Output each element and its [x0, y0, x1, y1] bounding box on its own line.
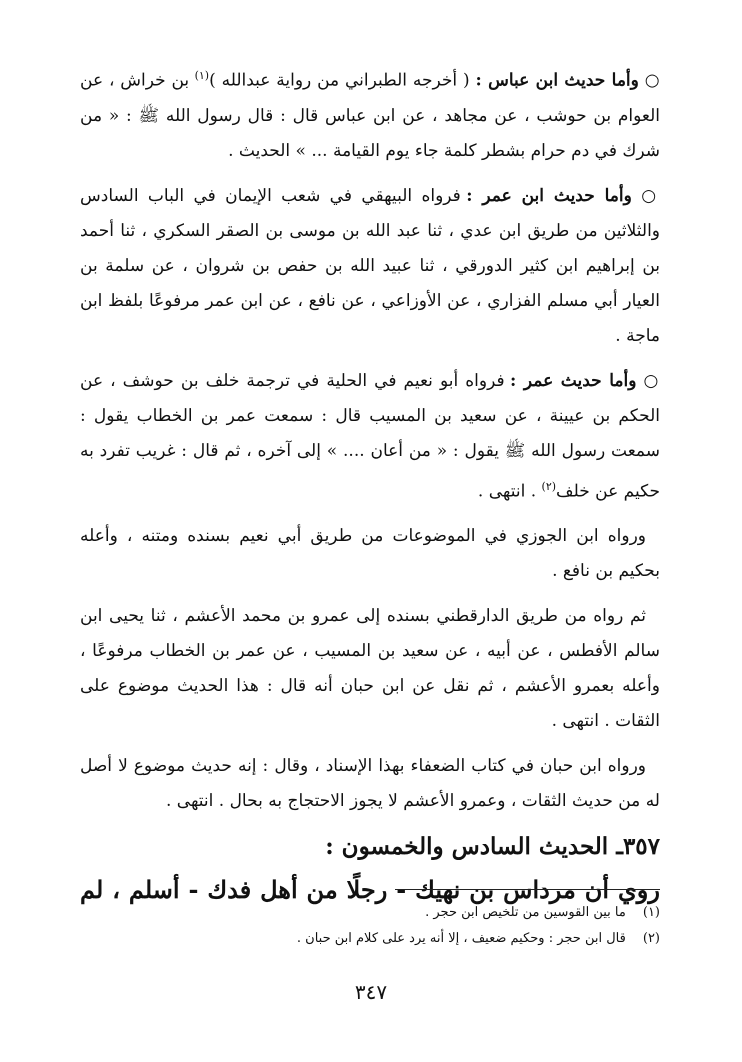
paragraph-lead: وأما حديث ابن عمر : — [466, 185, 632, 206]
footnote-divider — [395, 889, 660, 890]
footnote-ref: (٢) — [541, 479, 557, 493]
paragraph-ibn-jawzi: ورواه ابن الجوزي في الموضوعات من طريق أبي نعيم بسنده ومتنه ، وأعله بحكيم بن نافع . — [80, 526, 660, 582]
footnote-1 — [80, 900, 660, 926]
paragraph-text: فرواه البيهقي في شعب الإيمان في الباب السادس والثلاثين من طريق ابن عدي ، ثنا عبد الله بن موسى بن الصقر السكري ، ثنا أحمد بن إبراهيم ابن كثير الدورقي ، ثنا عبيد الله بن حفص بن شروان ، عن سلمة بن العيار أبي مسلم الفزاري ، عن الأوزاعي ، عن نافع ، عن ابن عمر مرفوعًا بلفظ ابن ماجة . — [80, 185, 660, 346]
circle-marker: ○ — [641, 185, 660, 206]
paragraph-text: فرواه أبو نعيم في الحلية في ترجمة خلف بن حوشف ، عن الحكم بن عيينة ، عن سعيد بن المسيب قال : سمعت عمر بن الخطاب يقول : سمعت رسول الله ﷺ يقول : « من أعان .... » إلى آخره ، ثم قال : غريب تفرد به حكيم عن خلف — [80, 370, 660, 502]
paragraph-lead: وأما حديث ابن عباس : — [475, 70, 639, 91]
paragraph-ibn-umar — [80, 179, 660, 354]
footnote-2 — [80, 926, 660, 952]
paragraph-lead: وأما حديث عمر : — [510, 370, 637, 391]
paragraph-ibn-abbas — [80, 58, 660, 169]
paragraph-ibn-hibban: ورواه ابن حبان في كتاب الضعفاء بهذا الإسناد ، وقال : إنه حديث موضوع لا أصل له من حديث الثقات ، وعمرو الأعشم لا يجوز الاحتجاج به بحال . انتهى . — [80, 756, 660, 812]
main-text — [80, 58, 660, 911]
footnote-text: ما بين القوسين من تلخيص ابن حجر . — [425, 905, 626, 920]
footnotes — [80, 900, 660, 952]
hadith-subheading: روي أن مرداس بن نهيك - رجلًا من أهل فدك - أسلم ، لم — [80, 875, 660, 905]
circle-marker: ○ — [644, 70, 661, 91]
footnote-number: (١) — [642, 905, 660, 920]
footnote-ref: (١) — [194, 69, 210, 82]
paragraph-daraqutni: ثم رواه من طريق الدارقطني بسنده إلى عمرو بن محمد الأعشم ، ثنا يحيى ابن سالم الأفطس ، عن أبيه ، عن سعيد بن المسيب ، عن عمر بن الخطاب مرفوعًا ، وأعله بعمرو الأعشم ، ثم نقل عن ابن حبان أنه قال : هذا الحديث موضوع على الثقات . انتهى . — [80, 606, 660, 732]
paragraph-text: ( أخرجه الطبراني من رواية عبدالله ) — [209, 70, 476, 91]
page-number: ٣٤٧ — [354, 980, 388, 1004]
paragraph-umar — [80, 364, 660, 510]
paragraph-text-rest: . انتهى . — [477, 481, 542, 502]
paragraph-text-rest: بن خراش ، عن العوام بن حوشب ، عن مجاهد ، عن ابن عباس قال : قال رسول الله ﷺ : « من شرك في دم حرام بشطر كلمة جاء يوم القيامة ... » الحديث . — [80, 70, 660, 161]
hadith-heading: ٣٥٧ـ الحديث السادس والخمسون : — [325, 833, 660, 861]
footnote-text: قال ابن حجر : وحكيم ضعيف ، إلا أنه يرد على كلام ابن حبان . — [296, 931, 626, 946]
footnote-number: (٢) — [642, 931, 660, 946]
circle-marker: ○ — [643, 370, 660, 391]
